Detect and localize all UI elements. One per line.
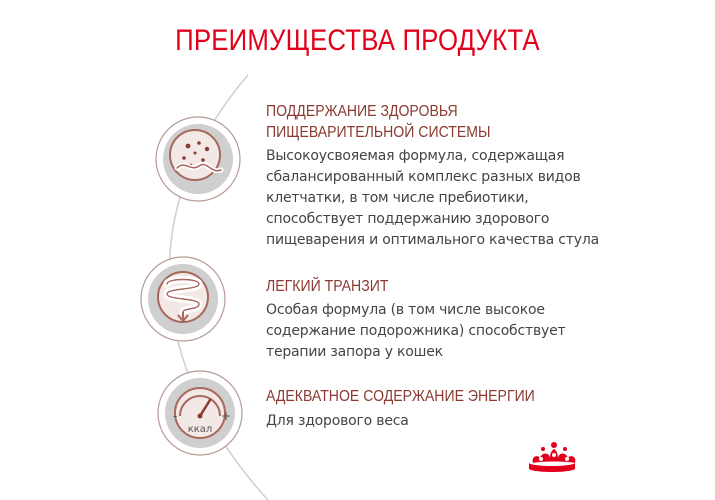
feature-title-line: ПИЩЕВАРИТЕЛЬНОЙ СИСТЕМЫ [266, 124, 491, 141]
gauge-kcal-label: ккал [187, 424, 213, 435]
feature-title-line: АДЕКВАТНОЕ СОДЕРЖАНИЕ ЭНЕРГИИ [266, 388, 535, 405]
digestive-health-icon [155, 116, 241, 202]
feature-description-line: терапии запора у кошек [266, 344, 443, 360]
gauge-minus-label: - [173, 409, 178, 423]
feature-title [266, 101, 490, 143]
feature-description-line: Высокоусвояемая формула, содержащая [266, 148, 565, 164]
feature-description-line: способствует поддержанию здорового [266, 211, 550, 227]
feature-description-line: содержание подорожника) способствует [266, 323, 566, 339]
feature-description-line: сбалансированный комплекс разных видов [266, 169, 581, 185]
energy-gauge-icon [157, 370, 243, 456]
feature-description [266, 300, 596, 363]
page-title: ПРЕИМУЩЕСТВА ПРОДУКТА [175, 24, 540, 57]
royal-canin-crown-icon [523, 439, 581, 479]
feature-description [266, 411, 596, 432]
feature-title-line: ПОДДЕРЖАНИЕ ЗДОРОВЬЯ [266, 103, 458, 120]
gauge-plus-label: + [221, 409, 232, 423]
feature-title-line: ЛЕГКИЙ ТРАНЗИТ [266, 278, 389, 295]
feature-description-line: Для здорового веса [266, 413, 409, 429]
feature-title [266, 276, 388, 297]
feature-title [266, 386, 535, 407]
feature-description-line: клетчатки, в том числе пребиотики, [266, 190, 529, 206]
intestine-transit-icon [140, 256, 226, 342]
feature-description-line: Особая формула (в том числе высокое [266, 302, 545, 318]
feature-description-line: пищеварения и оптимального качества стула [266, 232, 599, 248]
feature-description [266, 146, 599, 251]
